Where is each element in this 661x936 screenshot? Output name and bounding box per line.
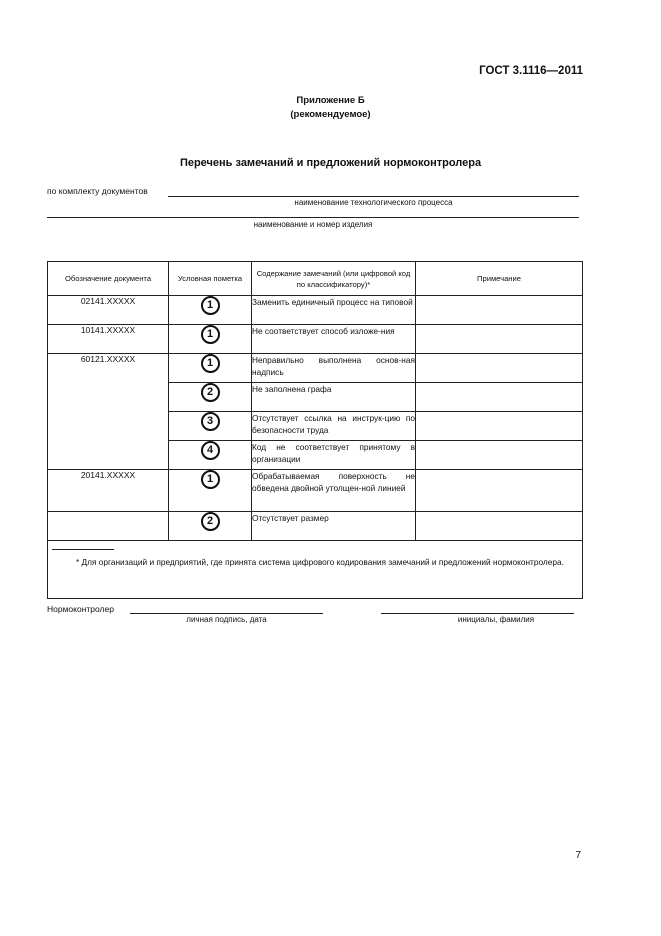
mark-cell (169, 296, 252, 325)
mark-cell (169, 512, 252, 541)
circled-number-icon: 1 (201, 470, 220, 489)
content-cell: Код не соответствует принятому в организации (252, 441, 416, 470)
footnote-text: * Для организаций и предприятий, где принята система цифрового кодирования замечаний и предложений нормоконтролера. (76, 557, 564, 567)
doc-cell (48, 512, 169, 541)
signature-label: Нормоконтролер (47, 604, 114, 614)
circled-number-icon: 1 (201, 296, 220, 315)
table-row (48, 470, 583, 512)
page-number: 7 (575, 850, 581, 861)
appendix-title: Приложение Б (296, 95, 365, 106)
appendix-subtitle: (рекомендуемое) (290, 109, 371, 120)
table-header-row (48, 262, 583, 296)
mark-cell (169, 354, 252, 383)
note-cell (416, 383, 583, 412)
table-row (48, 512, 583, 541)
name-caption: инициалы, фамилия (457, 615, 535, 624)
header-content: Содержание замечаний (или цифровой код по классификатору)* (252, 262, 416, 296)
content-cell: Отсутствует размер (252, 512, 416, 541)
note-cell (416, 512, 583, 541)
content-cell: Отсутствует ссылка на инструк-цию по безопасности труда (252, 412, 416, 441)
footnote-divider (52, 549, 114, 550)
note-cell (416, 441, 583, 470)
product-name-caption: наименование и номер изделия (253, 220, 373, 229)
content-cell: Не заполнена графа (252, 383, 416, 412)
circled-number-icon: 1 (201, 354, 220, 373)
circled-number-icon: 4 (201, 441, 220, 460)
signature-caption: личная подпись, дата (186, 615, 267, 624)
note-cell (416, 412, 583, 441)
note-cell (416, 354, 583, 383)
circled-number-icon: 3 (201, 412, 220, 431)
note-cell (416, 470, 583, 512)
doc-set-label: по комплекту документов (47, 186, 148, 196)
doc-cell: 02141.XXXXX (48, 296, 169, 325)
footnote-cell (48, 541, 583, 599)
header-note: Примечание (416, 262, 583, 296)
table-row (48, 296, 583, 325)
header-mark: Условная пометка (169, 262, 252, 296)
signature-line (130, 613, 323, 614)
content-cell: Заменить единичный процесс на типовой (252, 296, 416, 325)
remarks-table (47, 261, 583, 599)
process-name-caption: наименование технологического процесса (294, 198, 453, 207)
circled-number-icon: 1 (201, 325, 220, 344)
table-row (48, 354, 583, 383)
content-cell: Обрабатываемая поверхность не обведена двойной утолщен-ной линией (252, 470, 416, 512)
page-title: Перечень замечаний и предложений нормоконтролера (179, 157, 482, 169)
content-cell: Не соответствует способ изложе-ния (252, 325, 416, 354)
note-cell (416, 296, 583, 325)
process-name-line (168, 196, 579, 197)
note-cell (416, 325, 583, 354)
doc-cell: 60121.XXXXX (48, 354, 169, 470)
mark-cell (169, 441, 252, 470)
gost-code: ГОСТ 3.1116—2011 (479, 65, 583, 77)
circled-number-icon: 2 (201, 512, 220, 531)
footnote-row (48, 541, 583, 599)
mark-cell (169, 470, 252, 512)
product-name-line (47, 217, 579, 218)
mark-cell (169, 412, 252, 441)
content-cell: Неправильно выполнена основ-ная надпись (252, 354, 416, 383)
doc-cell: 20141.XXXXX (48, 470, 169, 512)
circled-number-icon: 2 (201, 383, 220, 402)
mark-cell (169, 325, 252, 354)
header-doc: Обозначение документа (48, 262, 169, 296)
doc-cell: 10141.XXXXX (48, 325, 169, 354)
name-line (381, 613, 574, 614)
table-row (48, 325, 583, 354)
mark-cell (169, 383, 252, 412)
